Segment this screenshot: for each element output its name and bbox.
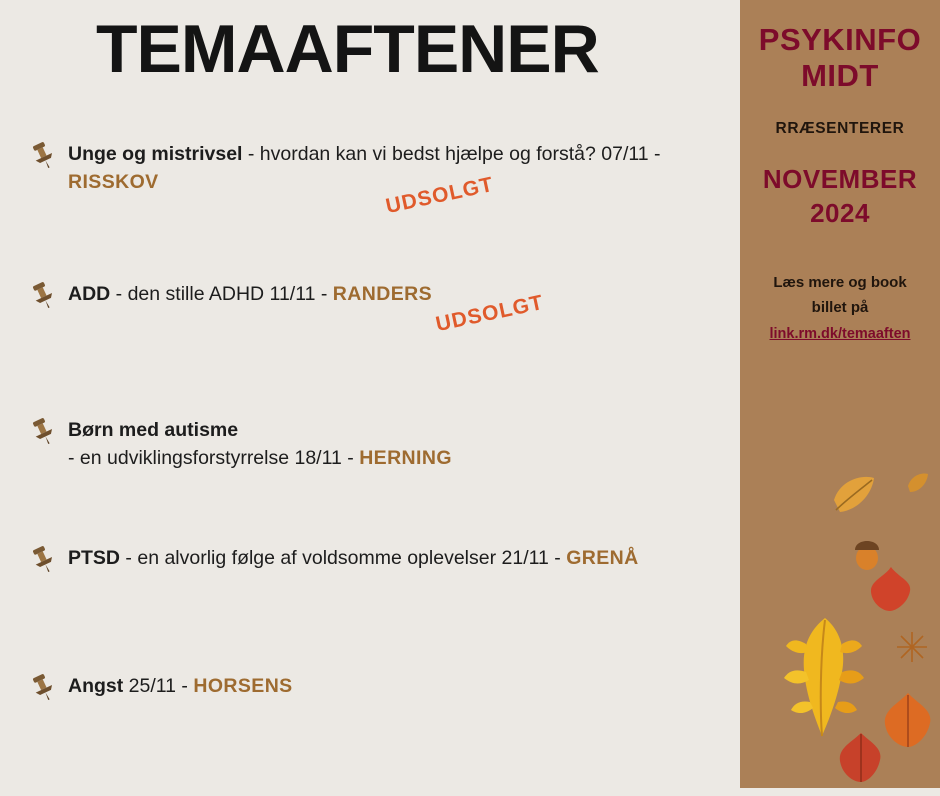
- event-title: PTSD: [68, 547, 121, 569]
- event-text: [68, 416, 668, 472]
- brand-name: [740, 22, 940, 94]
- year-label: 2024: [810, 198, 870, 228]
- event-title: Angst: [68, 675, 124, 697]
- date-block: [740, 162, 940, 230]
- leaf-icon: [868, 565, 914, 618]
- list-item: [0, 672, 740, 742]
- status-badge: UDSOLGT: [433, 290, 546, 337]
- event-city: HERNING: [359, 447, 452, 469]
- event-city: RISSKOV: [68, 171, 159, 193]
- event-description: - en alvorlig følge af voldsomme oplevelser 21/11 -: [120, 547, 567, 569]
- event-text: [68, 672, 668, 700]
- pushpin-icon: [28, 416, 58, 446]
- brand-line-1: PSYKINFO: [758, 22, 922, 57]
- pushpin-icon: [28, 140, 58, 170]
- event-description: 25/11 -: [123, 675, 194, 697]
- leaf-icon: [905, 470, 931, 501]
- pushpin-icon: [28, 280, 58, 310]
- presents-label: RRÆSENTERER: [775, 120, 905, 137]
- leaf-icon: [770, 610, 880, 745]
- event-text: [68, 280, 668, 308]
- list-item: [0, 544, 740, 614]
- list-item: [0, 416, 740, 486]
- event-title: Unge og mistrivsel: [68, 143, 243, 165]
- booking-link[interactable]: link.rm.dk/temaaften: [769, 326, 911, 342]
- event-description: - den stille ADHD 11/11 -: [110, 283, 333, 305]
- event-description: - hvordan kan vi bedst hjælpe og forstå? 07/11 -: [242, 143, 661, 165]
- event-city: RANDERS: [332, 283, 433, 305]
- event-text: [68, 544, 668, 572]
- booking-line-2: billet på: [811, 299, 869, 316]
- event-description: - en udviklingsforstyrrelse 18/11 -: [68, 447, 360, 469]
- event-text: [68, 140, 668, 196]
- event-title: Børn med autisme: [68, 419, 239, 441]
- page-title: TEMAAFTENER: [96, 11, 599, 87]
- leaf-icon: [836, 730, 886, 787]
- event-list: [0, 140, 740, 796]
- leaf-icon: [828, 470, 880, 521]
- event-city: HORSENS: [193, 675, 293, 697]
- event-title: ADD: [68, 283, 111, 305]
- acorn-icon: [850, 535, 884, 576]
- status-badge: UDSOLGT: [383, 172, 496, 219]
- booking-line-1: Læs mere og book: [773, 274, 907, 291]
- pushpin-icon: [28, 544, 58, 574]
- leaf-icon: [880, 690, 936, 755]
- brand-line-2: MIDT: [801, 58, 879, 93]
- month-label: NOVEMBER: [762, 164, 918, 194]
- pushpin-icon: [28, 672, 58, 702]
- list-item: [0, 140, 740, 219]
- booking-info: [740, 270, 940, 347]
- pine-needle-icon: [895, 630, 929, 669]
- list-item: [0, 280, 740, 350]
- event-city: GRENÅ: [566, 547, 639, 569]
- sidebar: [740, 0, 940, 788]
